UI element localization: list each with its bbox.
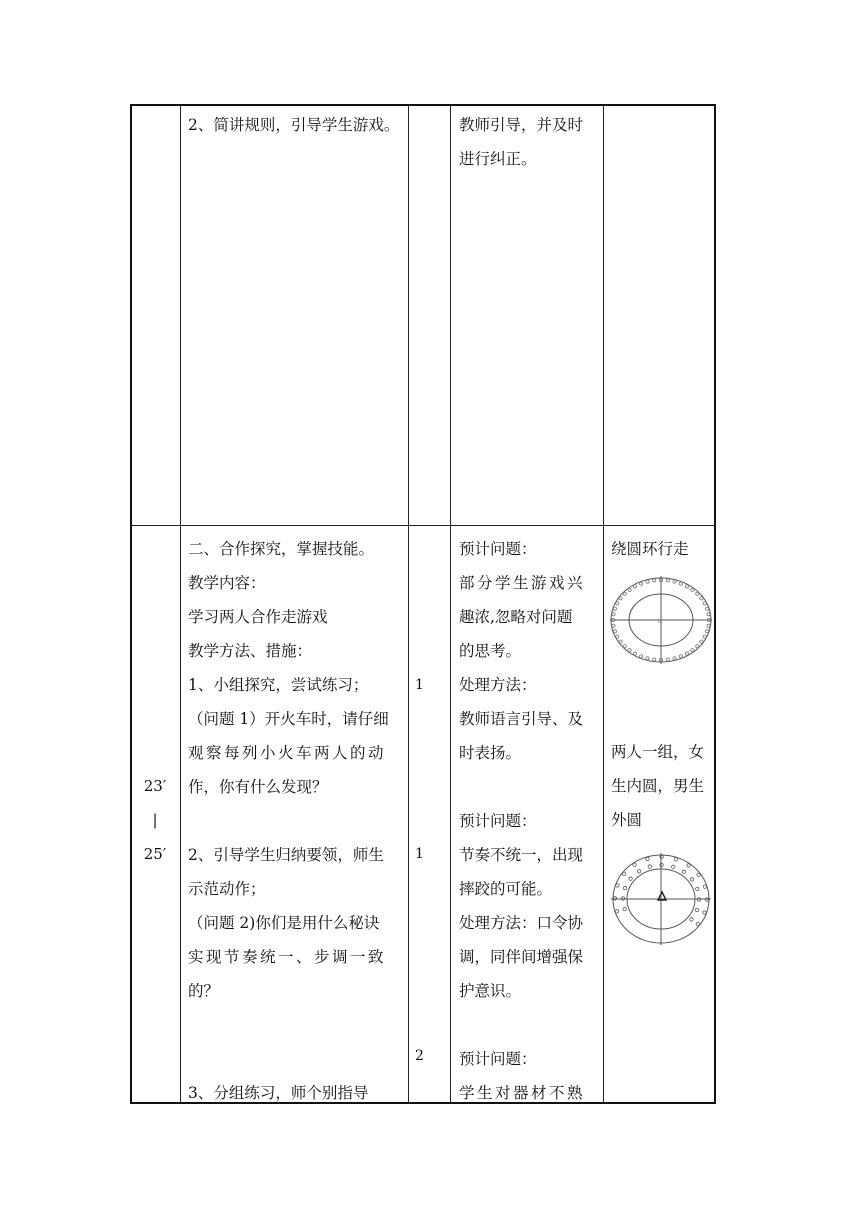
person-marker <box>705 630 708 633</box>
person-marker <box>639 582 642 585</box>
person-marker <box>615 910 618 913</box>
practice-count: 1 <box>415 677 424 693</box>
content-line: 观察每列小火车两人的动 <box>188 744 387 762</box>
person-marker <box>700 640 703 643</box>
person-marker <box>616 635 619 638</box>
person-marker <box>666 579 669 582</box>
person-marker <box>679 582 682 585</box>
column-divider <box>180 104 181 1104</box>
person-marker <box>666 658 669 661</box>
teacher-line: 摔跤的可能。 <box>459 880 553 898</box>
person-marker <box>703 911 706 914</box>
time-separator: | <box>152 811 158 829</box>
row2-organization-top <box>611 532 689 566</box>
person-marker <box>619 640 622 643</box>
organization-line: 外圆 <box>611 811 643 829</box>
person-marker <box>696 922 699 925</box>
teacher-line: 护意识。 <box>459 982 522 1000</box>
column-divider <box>603 104 604 1104</box>
person-marker <box>696 887 699 890</box>
person-marker <box>679 655 682 658</box>
content-line: 实现节奏统一、步调一致 <box>188 948 387 966</box>
person-marker <box>613 897 616 900</box>
person-marker <box>703 635 706 638</box>
row-divider <box>130 525 716 526</box>
circle-walk-diagram <box>608 570 714 668</box>
teacher-line: 学生对器材不熟 <box>459 1084 586 1102</box>
teacher-line: 调，同伴间增强保 <box>459 948 584 966</box>
person-marker <box>673 580 676 583</box>
person-marker <box>648 865 651 868</box>
person-marker <box>685 585 688 588</box>
person-marker <box>703 885 706 888</box>
time-start: 23′ <box>143 777 167 795</box>
person-marker <box>672 865 675 868</box>
content-line: 教学内容： <box>188 574 266 592</box>
person-marker <box>622 872 625 875</box>
person-marker <box>623 592 626 595</box>
person-marker <box>660 863 663 866</box>
person-marker <box>637 870 640 873</box>
content-line: 2、简讲规则，引导学生游戏。 <box>188 116 400 134</box>
person-marker <box>623 645 626 648</box>
content-line: 的？ <box>188 982 220 1000</box>
person-marker <box>612 613 615 616</box>
organization-line: 两人一组，女 <box>611 743 705 761</box>
person-marker <box>682 870 685 873</box>
teacher-line: 处理方法： <box>459 676 537 694</box>
teacher-line: 节奏不统一，出现 <box>459 846 584 864</box>
content-line: 2、引导学生归纳要领，师生 <box>188 846 384 864</box>
person-marker <box>673 657 676 660</box>
content-line: 3、分组练习，师个别指导 <box>188 1084 369 1102</box>
teacher-line: 预计问题： <box>459 812 537 830</box>
person-marker <box>646 580 649 583</box>
person-marker <box>646 857 649 860</box>
person-marker <box>690 918 693 921</box>
row1-teacher <box>459 108 583 176</box>
person-marker <box>674 858 677 861</box>
column-divider <box>450 104 451 1104</box>
table-border-top <box>130 104 716 106</box>
person-marker <box>687 864 690 867</box>
person-marker <box>619 597 622 600</box>
person-marker <box>633 652 636 655</box>
teacher-line: 部分学生游戏兴 <box>459 574 586 592</box>
person-marker <box>660 855 663 858</box>
row2-content <box>188 532 389 1110</box>
person-marker <box>690 878 693 881</box>
teacher-line: 的思考。 <box>459 642 522 660</box>
lesson-plan-table <box>130 104 716 1104</box>
person-marker <box>697 873 700 876</box>
person-marker <box>613 630 616 633</box>
person-marker <box>628 649 631 652</box>
person-marker <box>705 607 708 610</box>
table-border-left <box>130 104 132 1104</box>
person-marker <box>691 588 694 591</box>
person-marker <box>695 908 698 911</box>
person-marker <box>612 624 615 627</box>
teacher-line: 教师语言引导、及 <box>459 710 584 728</box>
teacher-line: 预计问题： <box>459 540 537 558</box>
teacher-line: 趣浓,忽略对问题 <box>459 608 573 626</box>
person-marker <box>623 886 626 889</box>
person-marker <box>623 907 626 910</box>
content-line: （问题 1）开火车时，请仔细 <box>188 710 389 728</box>
content-line: （问题 2)你们是用什么秘诀 <box>188 914 380 932</box>
person-marker <box>613 607 616 610</box>
practice-count: 2 <box>415 1048 424 1064</box>
teacher-line: 进行纠正。 <box>459 150 537 168</box>
teacher-line: 预计问题： <box>459 1050 537 1068</box>
person-marker <box>707 624 710 627</box>
table-border-right <box>714 104 716 1104</box>
person-marker <box>707 613 710 616</box>
person-marker <box>705 898 708 901</box>
teacher-line: 处理方法：口令协 <box>459 914 584 932</box>
person-marker <box>639 655 642 658</box>
row1-content <box>188 108 399 142</box>
content-line: 教学方法、措施： <box>188 642 313 660</box>
teacher-line: 时表扬。 <box>459 744 522 762</box>
svg-text:b.: b. <box>658 619 663 625</box>
teacher-line: 教师引导，并及时 <box>459 116 584 134</box>
person-marker <box>653 658 656 661</box>
organization-line: 生内圆，男生 <box>611 777 705 795</box>
person-marker <box>691 649 694 652</box>
person-marker <box>616 602 619 605</box>
person-marker <box>646 657 649 660</box>
person-marker <box>616 884 619 887</box>
organization-line: 绕圆环行走 <box>611 540 689 558</box>
content-line: 1、小组探究，尝试练习； <box>188 676 369 694</box>
row2-teacher <box>459 532 585 1110</box>
time-end: 25′ <box>143 845 167 863</box>
person-marker <box>696 592 699 595</box>
content-line: 作，你有什么发现？ <box>188 778 328 796</box>
person-marker <box>696 645 699 648</box>
row2-organization-bottom <box>611 735 704 837</box>
pairs-formation-diagram <box>608 848 714 950</box>
content-line: 二、合作探究，掌握技能。 <box>188 540 375 558</box>
person-marker <box>685 652 688 655</box>
time-range <box>130 769 180 871</box>
person-marker <box>703 602 706 605</box>
person-marker <box>633 863 636 866</box>
content-line: 示范动作； <box>188 880 266 898</box>
column-divider <box>408 104 409 1104</box>
person-marker <box>700 597 703 600</box>
person-marker <box>633 585 636 588</box>
person-marker <box>653 579 656 582</box>
person-marker <box>629 877 632 880</box>
person-marker <box>628 588 631 591</box>
practice-count: 1 <box>415 846 424 862</box>
content-line: 学习两人合作走游戏 <box>188 608 328 626</box>
